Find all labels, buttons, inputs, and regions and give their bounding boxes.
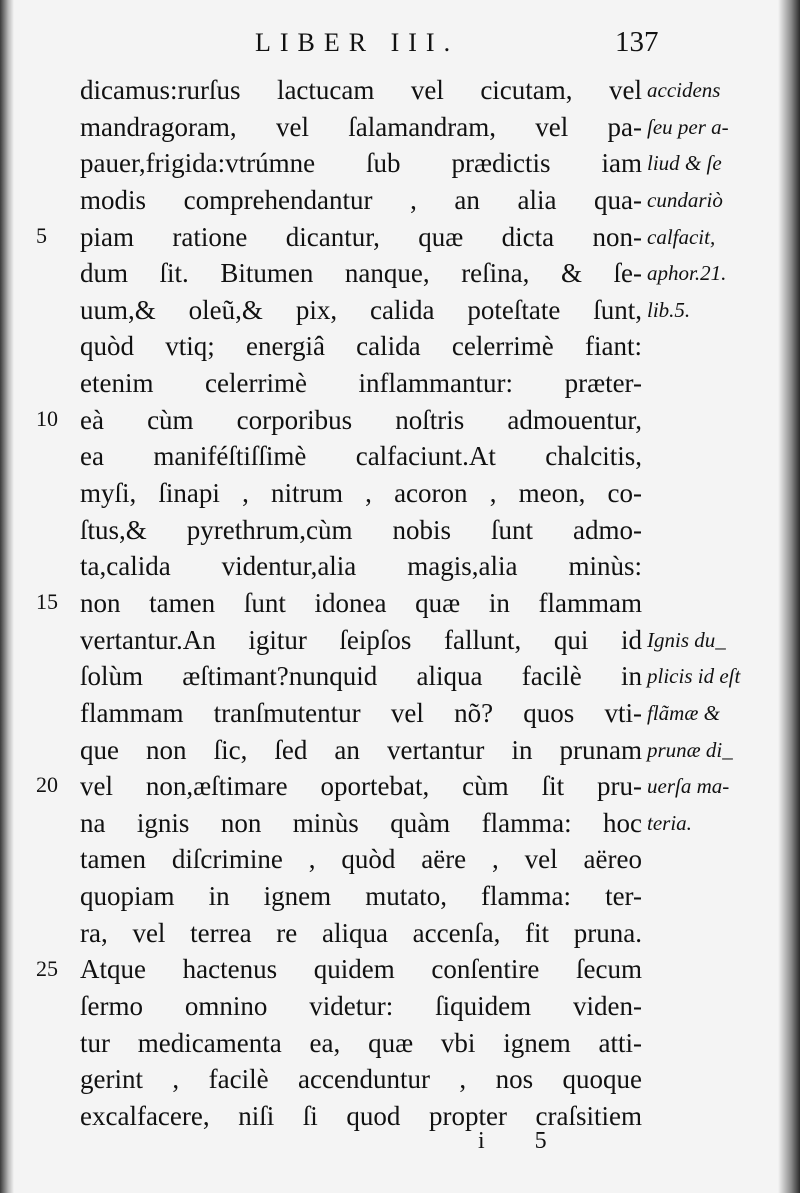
text-line: uum,& oleũ,& pix, calida poteſtate ſunt, [80,294,642,325]
text-line: excalfacere, niſi ſi quod propter craſsitiem [80,1100,642,1131]
text-line: ta,calida videntur,alia magis,alia minùs: [80,551,642,582]
line-number: 25 [36,955,58,981]
text-line: ſermo omnino videtur: ſiquidem viden- [80,991,642,1022]
marginal-note: cundariò [647,187,723,212]
signature-mark: i 5 [478,1128,569,1154]
text-line: gerint , facilè accenduntur , nos quoque [80,1064,642,1095]
line-number: 15 [36,589,58,615]
marginal-note: ſeu per a- [647,114,729,139]
text-line: ſtus,& pyrethrum,cùm nobis ſunt admo- [80,514,642,545]
text-line: ſolùm æſtimant?nunquid aliqua facilè in [80,661,642,692]
text-line: myſi, ſinapi , nitrum , acoron , meon, co- [80,478,642,509]
text-line: ea maniféſtiſſimè calfaciunt.At chalcitis, [80,441,642,472]
line-number: 10 [36,405,58,431]
marginal-note: uerſa ma- [647,774,730,799]
text-line: eà cùm corporibus noſtris admouentur, [80,404,642,435]
text-line: tamen diſcrimine , quòd aëre , vel aëreo [80,844,642,875]
line-number: 5 [36,222,47,248]
page-edge-shadow [778,0,800,1193]
text-line: modis comprehendantur , an alia qua- [80,184,642,215]
text-line: Atque hactenus quidem conſentire ſecum [80,954,642,985]
text-line: na ignis non minùs quàm flamma: hoc [80,807,642,838]
page-number: 137 [615,26,659,58]
body-text [80,72,642,1135]
text-line: quopiam in ignem mutato, flamma: ter- [80,881,642,912]
text-line: tur medicamenta ea, quæ vbi ignem atti- [80,1027,642,1058]
line-number: 20 [36,772,58,798]
marginal-note: plicis id eſt [647,664,741,689]
marginal-note: liud & ſe [647,151,722,176]
text-line: mandragoram, vel ſalamandram, vel pa- [80,111,642,142]
running-head: LIBER III. [255,28,460,57]
gutter-shadow [0,0,14,1193]
marginal-note: teria. [647,811,692,835]
text-line: flammam tranſmutentur vel nõ? quos vti- [80,697,642,728]
text-line: piam ratione dicantur, quæ dicta non- [80,221,642,252]
text-line: vertantur.An igitur ſeipſos fallunt, qui id [80,624,642,655]
text-line: ra, vel terrea re aliqua accenſa, fit pruna. [80,917,642,948]
text-line: etenim celerrimè inflammantur: præter- [80,368,642,399]
text-line: dum ſit. Bitumen nanque, reſina, & ſe- [80,258,642,289]
text-line: dicamus:rurſus lactucam vel cicutam, vel [80,75,642,105]
text-line: vel non,æſtimare oportebat, cùm ſit pru- [80,771,642,802]
text-line: non tamen ſunt idonea quæ in flammam [80,587,642,618]
marginal-note: Ignis du_ [647,627,726,652]
text-line: que non ſic, ſed an vertantur in prunam [80,734,642,765]
marginal-note: flãmæ & [647,701,720,726]
marginal-note: prunæ di_ [647,737,733,762]
marginal-note: aphor.21. [647,261,727,286]
text-line: quòd vtiq; energiâ calida celerrimè fiant: [80,331,642,362]
marginal-note: lib.5. [647,297,691,322]
text-line: pauer,frigida:vtrúmne ſub prædictis iam [80,148,642,179]
marginal-note: calfacit, [647,224,716,249]
marginal-note: accidens [647,78,721,102]
